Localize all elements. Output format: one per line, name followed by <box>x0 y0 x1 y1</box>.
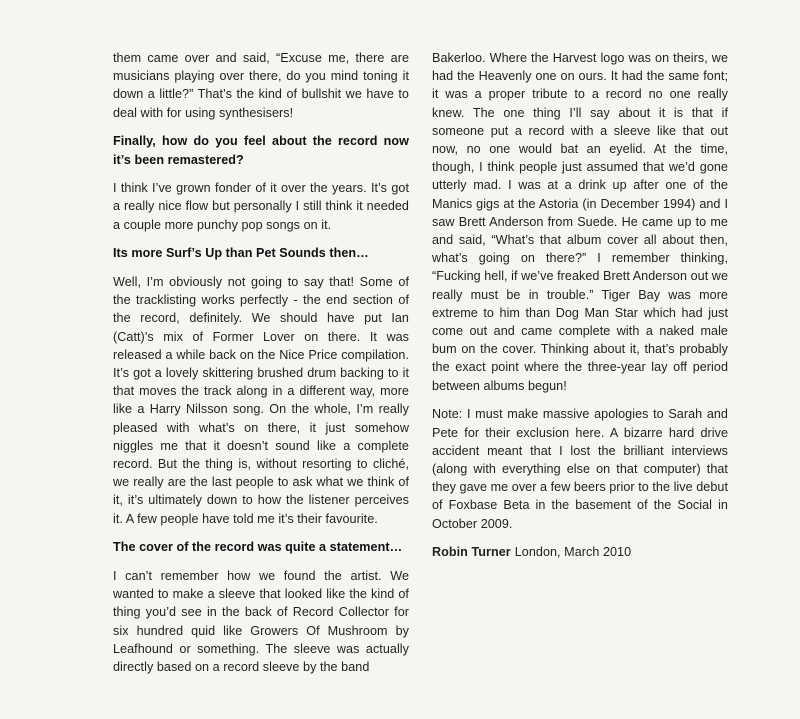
author-signature <box>432 543 728 561</box>
signature-place-date: London, March 2010 <box>514 545 632 560</box>
interview-question: Finally, how do you feel about the record now it’s been remastered? <box>113 134 409 167</box>
author-note: Note: I must make massive apologies to Sarah and Pete for their exclusion here. A bizarre hard drive accident meant that I lost the brilliant interviews (along with everything else on that computer) that they gave me over a few beers prior to the live debut of Foxbase Beta in the basement of the Social in October 2009. <box>432 407 728 531</box>
answer-paragraph: I can’t remember how we found the artist. We wanted to make a sleeve that looked like the kind of thing you’d see in the back of Record Collector for six hundred quid like Growers Of Mushroom by Leafhound or something. The sleeve was actually directly based on a record sleeve by the band <box>113 569 409 675</box>
answer-paragraph: Well, I’m obviously not going to say that! Some of the tracklisting works perfectly - the end section of the record, definitely. We should have put Ian (Catt)’s mix of Former Lover on there. It was released a while back on the Nice Price compilation. It’s got a lovely skittering brushed drum backing to it that moves the track along in a different way, more like a Harry Nilsson song. On the whole, I’m really pleased with what’s on there, it just somehow niggles me that it doesn’t sound like a complete record. But the thing is, without resorting to cliché, we really are the last people to ask what we think of it, it’s ultimately down to how the listener perceives it. A few people have told me it’s their favourite. <box>113 275 409 526</box>
author-name: Robin Turner <box>432 545 511 560</box>
left-column <box>113 49 409 687</box>
answer-paragraph: them came over and said, “Excuse me, there are musicians playing over there, do you mind toning it down a little?” That’s the kind of bullshit we have to deal with for using synthesisers! <box>113 51 409 120</box>
right-column <box>432 49 728 572</box>
interview-question: Its more Surf’s Up than Pet Sounds then… <box>113 246 369 261</box>
answer-paragraph: I think I’ve grown fonder of it over the years. It’s got a really nice flow but personally I still think it needed a couple more punchy pop songs on it. <box>113 181 409 232</box>
interview-question: The cover of the record was quite a statement… <box>113 540 403 555</box>
answer-paragraph: Bakerloo. Where the Harvest logo was on theirs, we had the Heavenly one on ours. It had the same font; it was a proper tribute to a record no one really knew. The one thing I’ll say about it is that if someone put a record with a sleeve like that out now, no one would bat an eyelid. At the time, though, I think people just assumed that we’d gone utterly mad. I was at a drink up after one of the Manics gigs at the Astoria (in December 1994) and I saw Brett Anderson from Suede. He came up to me and said, “What’s that album cover all about then, what’s going on there?” I remember thinking, “Fucking hell, if we’ve freaked Brett Anderson out we really must be in trouble.” Tiger Bay was more extreme to him than Dog Man Star which had just come out and came complete with a naked male bum on the cover. Thinking about it, that’s probably the exact point where the three-year lay off period between albums begun! <box>432 51 728 393</box>
